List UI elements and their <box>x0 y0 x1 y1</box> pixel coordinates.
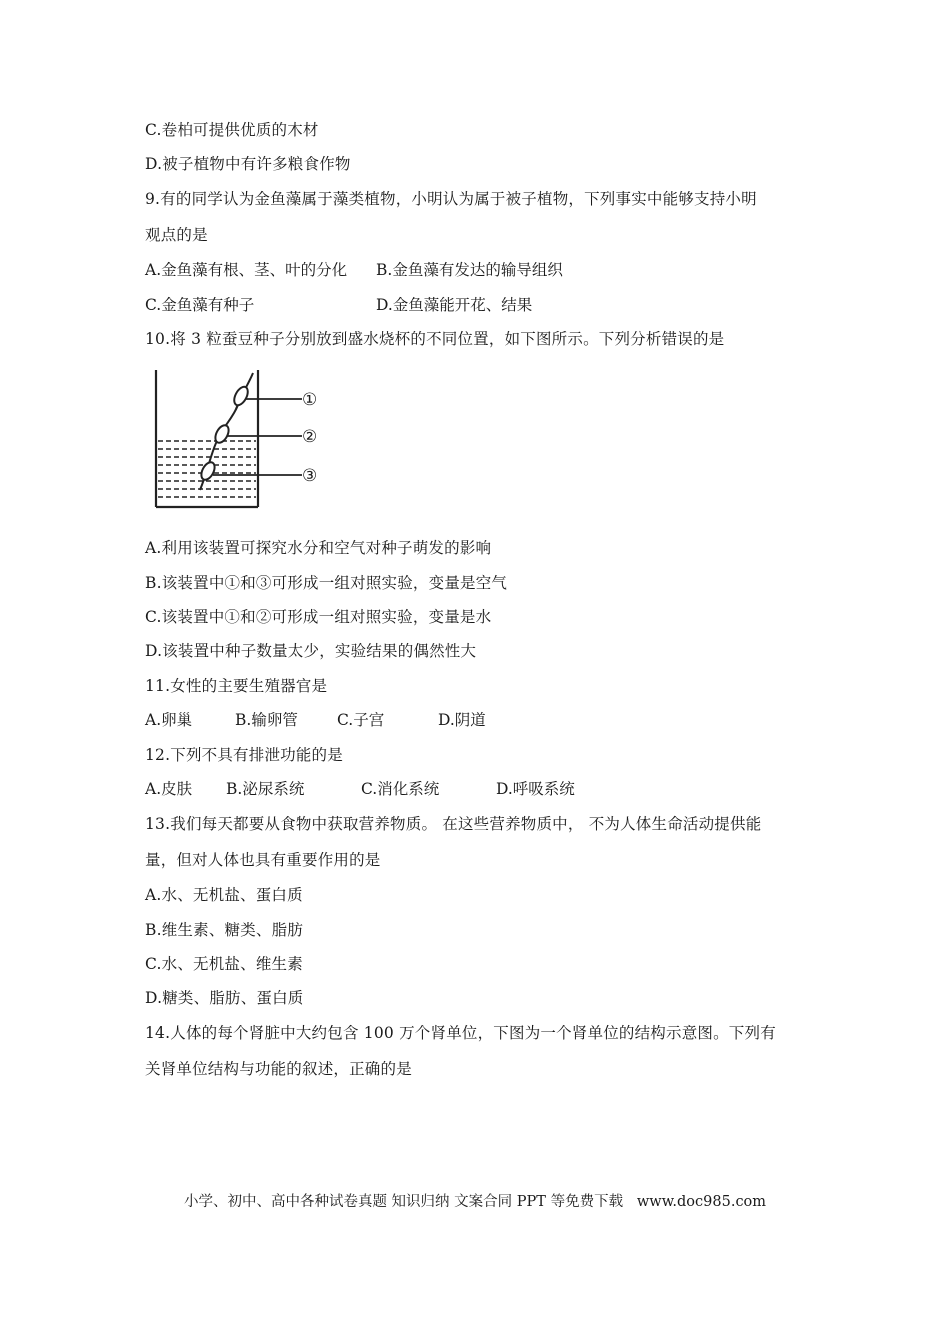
q9-option-d: D.金鱼藻能开花、结果 <box>376 296 533 314</box>
label-2: ② <box>302 427 318 447</box>
q12-stem: 12.下列不具有排泄功能的是 <box>145 746 343 764</box>
label-3: ③ <box>302 466 318 486</box>
q14-stem-line1: 14.人体的每个肾脏中大约包含 100 万个肾单位，下图为一个肾单位的结构示意图。下列有 <box>145 1024 776 1042</box>
q12-option-a: A.皮肤 <box>145 780 193 798</box>
q13-option-a: A.水、无机盐、蛋白质 <box>145 886 303 904</box>
q13-stem-line2: 量，但对人体也具有重要作用的是 <box>145 851 381 869</box>
q12-option-c: C.消化系统 <box>361 780 440 798</box>
q10-option-d: D.该装置中种子数量太少，实验结果的偶然性大 <box>145 642 477 660</box>
q9-option-b: B.金鱼藻有发达的输导组织 <box>376 261 563 279</box>
q10-stem: 10.将 3 粒蚕豆种子分别放到盛水烧杯的不同位置，如下图所示。下列分析错误的是 <box>145 330 725 348</box>
beaker-figure <box>150 365 330 515</box>
seed-3 <box>199 460 218 482</box>
q13-option-d: D.糖类、脂肪、蛋白质 <box>145 989 304 1007</box>
seed-2 <box>213 423 232 445</box>
q11-option-c: C.子宫 <box>337 711 385 729</box>
q8-option-c: C.卷柏可提供优质的木材 <box>145 121 319 139</box>
q9-option-a: A.金鱼藻有根、茎、叶的分化 <box>145 261 348 279</box>
q9-option-c: C.金鱼藻有种子 <box>145 296 255 314</box>
q11-option-a: A.卵巢 <box>145 711 193 729</box>
q12-option-d: D.呼吸系统 <box>496 780 575 798</box>
q9-stem-line1: 9.有的同学认为金鱼藻属于藻类植物，小明认为属于被子植物，下列事实中能够支持小明 <box>145 190 757 208</box>
q11-option-d: D.阴道 <box>438 711 486 729</box>
q12-option-b: B.泌尿系统 <box>226 780 305 798</box>
label-1: ① <box>302 390 318 410</box>
q13-stem-line1: 13.我们每天都要从食物中获取营养物质。 在这些营养物质中， 不为人体生命活动提供能 <box>145 815 762 833</box>
q14-stem-line2: 关肾单位结构与功能的叙述，正确的是 <box>145 1060 412 1078</box>
q10-option-a: A.利用该装置可探究水分和空气对种子萌发的影响 <box>145 539 492 557</box>
q13-option-b: B.维生素、糖类、脂肪 <box>145 921 304 939</box>
q10-option-c: C.该装置中①和②可形成一组对照实验，变量是水 <box>145 608 492 626</box>
q11-option-b: B.输卵管 <box>235 711 298 729</box>
q11-stem: 11.女性的主要生殖器官是 <box>145 677 328 695</box>
q10-option-b: B.该装置中①和③可形成一组对照实验，变量是空气 <box>145 574 508 592</box>
q9-stem-line2: 观点的是 <box>145 226 208 244</box>
page-footer: 小学、初中、高中各种试卷真题 知识归纳 文案合同 PPT 等免费下载 www.doc985.com <box>183 1194 767 1210</box>
seed-1 <box>231 385 250 408</box>
q8-option-d: D.被子植物中有许多粮食作物 <box>145 155 351 173</box>
q13-option-c: C.水、无机盐、维生素 <box>145 955 303 973</box>
